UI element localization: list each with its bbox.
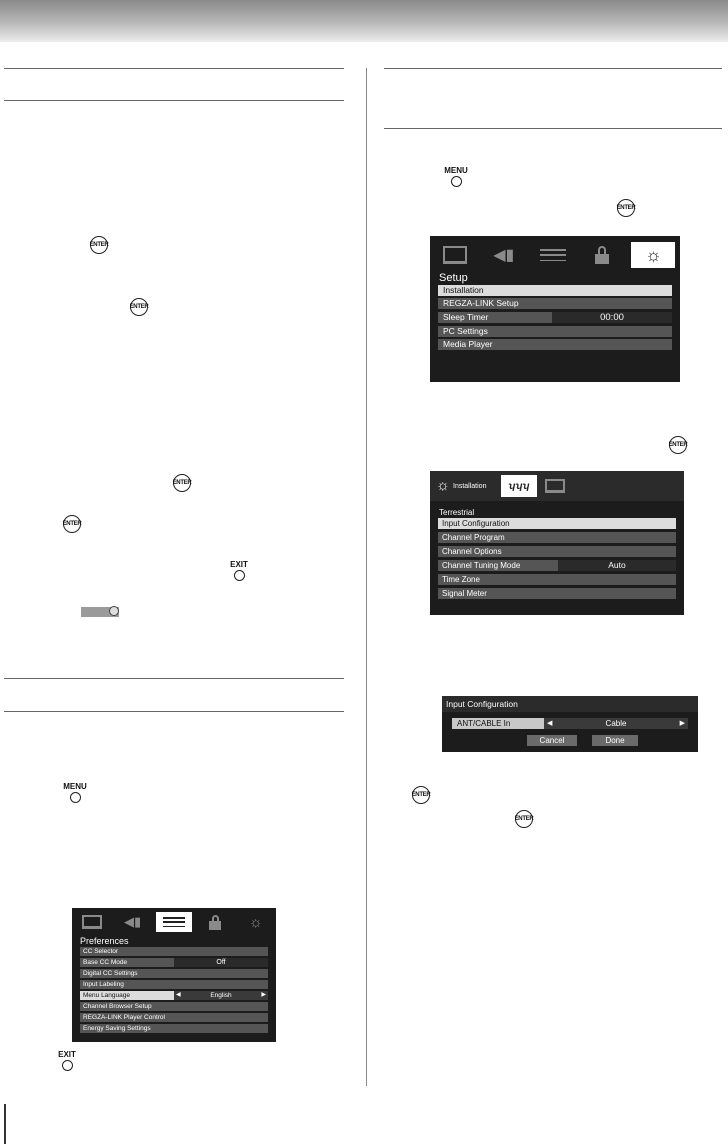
menu-item-channel-tuning-mode[interactable]: Channel Tuning Mode Auto: [438, 560, 676, 571]
enter-button-icon: ENTER: [515, 810, 533, 828]
menu-item-input-configuration[interactable]: Input Configuration: [438, 518, 676, 529]
menu-title: Setup: [439, 272, 468, 284]
menu-button-icon: MENU: [441, 166, 471, 192]
left-section-rule-3: [4, 678, 344, 679]
setup-icon: ☼: [436, 477, 450, 494]
left-section-rule-4: [4, 711, 344, 712]
enter-button-icon: ENTER: [617, 199, 635, 217]
menu-item-sleep-timer[interactable]: Sleep Timer 00:00: [438, 312, 672, 323]
enter-button-icon: ENTER: [669, 436, 687, 454]
slider-graphic: [81, 607, 119, 617]
column-divider: [366, 68, 367, 1086]
menu-item-media-player[interactable]: Media Player: [438, 339, 672, 350]
menu-item-installation[interactable]: Installation: [438, 285, 672, 296]
cancel-button[interactable]: Cancel: [527, 735, 577, 746]
exit-button-icon: EXIT: [224, 560, 254, 586]
menu-subtitle: Terrestrial: [439, 508, 475, 517]
menu-title: Preferences: [80, 936, 129, 946]
channel-tuning-mode-value: Auto: [558, 560, 676, 571]
menu-item-cc-selector[interactable]: CC Selector: [80, 947, 268, 956]
picture-icon[interactable]: [435, 242, 475, 268]
page-edge-mark: [4, 1104, 6, 1144]
base-cc-mode-value: Off: [174, 958, 268, 967]
setup-menu-screen: [430, 236, 680, 382]
sound-icon[interactable]: ◀▮: [124, 914, 142, 929]
page-header-band: [0, 0, 728, 42]
installation-menu-screen: [430, 471, 684, 615]
left-section-rule-2: [4, 100, 344, 101]
left-section-rule-1: [4, 68, 344, 69]
left-arrow-icon[interactable]: ◀: [176, 992, 181, 998]
menu-item-channel-browser-setup[interactable]: Channel Browser Setup: [80, 1002, 268, 1011]
menu-tab-bar: [430, 241, 680, 269]
antenna-tab-icon[interactable]: ʮʮʮ: [501, 475, 537, 497]
enter-button-icon: ENTER: [63, 515, 81, 533]
menu-language-selector[interactable]: ◀ English ▶: [176, 992, 266, 999]
done-button[interactable]: Done: [592, 735, 638, 746]
sleep-timer-value: 00:00: [552, 312, 672, 323]
lock-icon[interactable]: [582, 242, 622, 268]
lock-icon[interactable]: [198, 912, 232, 932]
preferences-menu-screen: [72, 908, 276, 1042]
menu-item-menu-language[interactable]: Menu Language ◀ English ▶: [80, 991, 268, 1000]
right-section-rule-2: [384, 128, 722, 129]
ant-cable-in-field[interactable]: ANT/CABLE In ◀ Cable ▶: [452, 718, 688, 729]
menu-item-digital-cc-settings[interactable]: Digital CC Settings: [80, 969, 268, 978]
exit-button-icon: EXIT: [52, 1050, 82, 1076]
right-arrow-icon[interactable]: ▶: [679, 720, 685, 727]
enter-button-icon: ENTER: [130, 298, 148, 316]
menu-tab-bar: [72, 911, 276, 933]
setup-icon[interactable]: ☼: [248, 913, 263, 931]
menu-item-base-cc-mode[interactable]: Base CC Mode Off: [80, 958, 268, 967]
setup-icon[interactable]: ☼: [631, 242, 675, 268]
picture-icon[interactable]: [75, 912, 109, 932]
sound-icon[interactable]: ◀▮: [493, 247, 515, 264]
menu-item-input-labeling[interactable]: Input Labeling: [80, 980, 268, 989]
menu-item-channel-options[interactable]: Channel Options: [438, 546, 676, 557]
menu-item-regza-link-setup[interactable]: REGZA-LINK Setup: [438, 298, 672, 309]
enter-button-icon: ENTER: [90, 236, 108, 254]
input-tab-icon[interactable]: [543, 476, 567, 496]
right-arrow-icon[interactable]: ▶: [261, 992, 266, 998]
menu-item-regza-link-player-control[interactable]: REGZA-LINK Player Control: [80, 1013, 268, 1022]
dialog-title: Input Configuration: [446, 699, 518, 709]
right-section-rule-1: [384, 68, 722, 69]
menu-item-time-zone[interactable]: Time Zone: [438, 574, 676, 585]
preferences-icon[interactable]: [156, 912, 192, 932]
input-configuration-dialog: [442, 696, 698, 752]
enter-button-icon: ENTER: [412, 786, 430, 804]
enter-button-icon: ENTER: [173, 474, 191, 492]
menu-item-energy-saving-settings[interactable]: Energy Saving Settings: [80, 1024, 268, 1033]
preferences-icon[interactable]: [533, 242, 573, 268]
menu-item-channel-program[interactable]: Channel Program: [438, 532, 676, 543]
menu-button-icon: MENU: [60, 782, 90, 808]
installation-header-label: Installation: [453, 483, 487, 490]
menu-item-pc-settings[interactable]: PC Settings: [438, 326, 672, 337]
ant-cable-in-selector[interactable]: ◀ Cable ▶: [544, 718, 688, 729]
left-arrow-icon[interactable]: ◀: [547, 720, 553, 727]
menu-item-signal-meter[interactable]: Signal Meter: [438, 588, 676, 599]
